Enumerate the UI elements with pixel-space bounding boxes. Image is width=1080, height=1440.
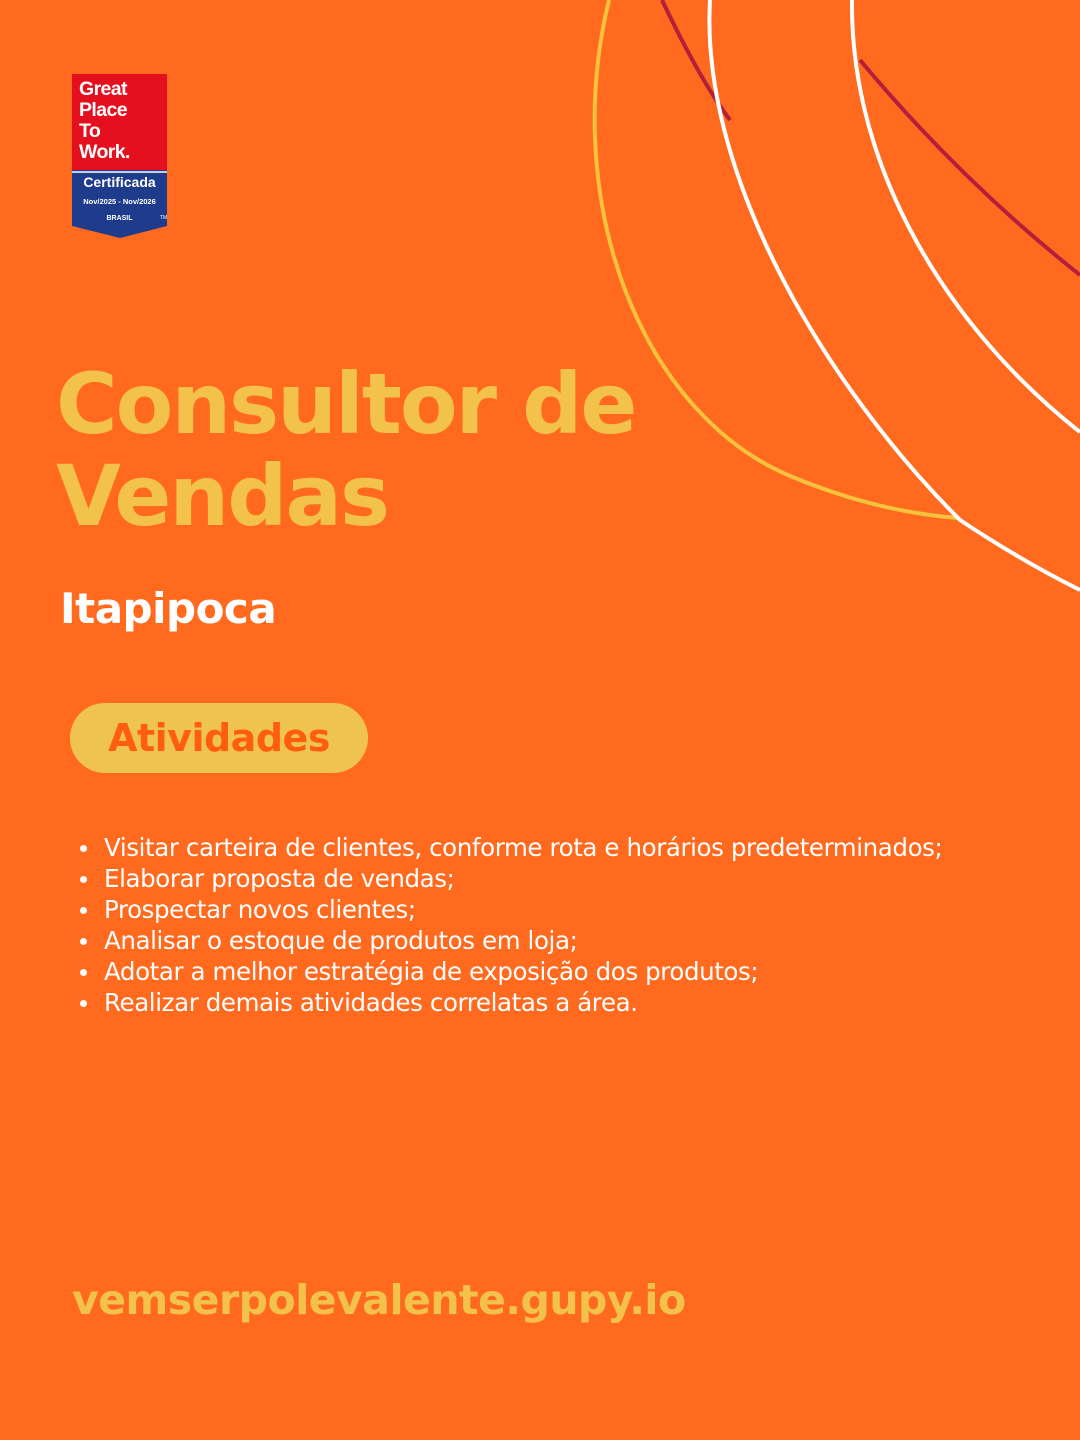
activity-item: Adotar a melhor estratégia de exposição dos produtos; (62, 956, 1062, 987)
badge-line-great: Great (79, 78, 127, 100)
badge-line-to: To (79, 120, 101, 142)
activities-section-pill (70, 703, 368, 773)
activity-item: Elaborar proposta de vendas; (62, 863, 1062, 894)
activities-section-label: Atividades (108, 716, 330, 760)
job-title-line-1: Consultor de (56, 355, 636, 453)
arc-white-line-outer (852, 0, 1080, 432)
great-place-to-work-badge (72, 74, 168, 238)
job-title-line-2: Vendas (56, 447, 388, 545)
careers-url[interactable]: vemserpolevalente.gupy.io (72, 1276, 686, 1324)
activity-item: Realizar demais atividades correlatas a área. (62, 987, 1062, 1018)
job-location: Itapipoca (60, 584, 277, 633)
activity-item: Prospectar novos clientes; (62, 894, 1062, 925)
arc-red-line-right (860, 60, 1080, 275)
badge-line-work: Work. (79, 141, 130, 163)
badge-country-label: BRASIL (106, 215, 133, 222)
arc-white-line-inner (709, 0, 1080, 590)
badge-certified-label: Certificada (83, 174, 156, 190)
activities-list (62, 832, 1062, 1018)
badge-wordmark (79, 79, 130, 163)
job-title (56, 355, 696, 545)
badge-line-place: Place (79, 99, 127, 121)
badge-period-label: Nov/2025 - Nov/2026 (83, 197, 156, 206)
activity-item: Analisar o estoque de produtos em loja; (62, 925, 1062, 956)
activity-item: Visitar carteira de clientes, conforme rota e horários predeterminados; (62, 832, 1062, 863)
badge-trademark: TM (160, 215, 168, 221)
